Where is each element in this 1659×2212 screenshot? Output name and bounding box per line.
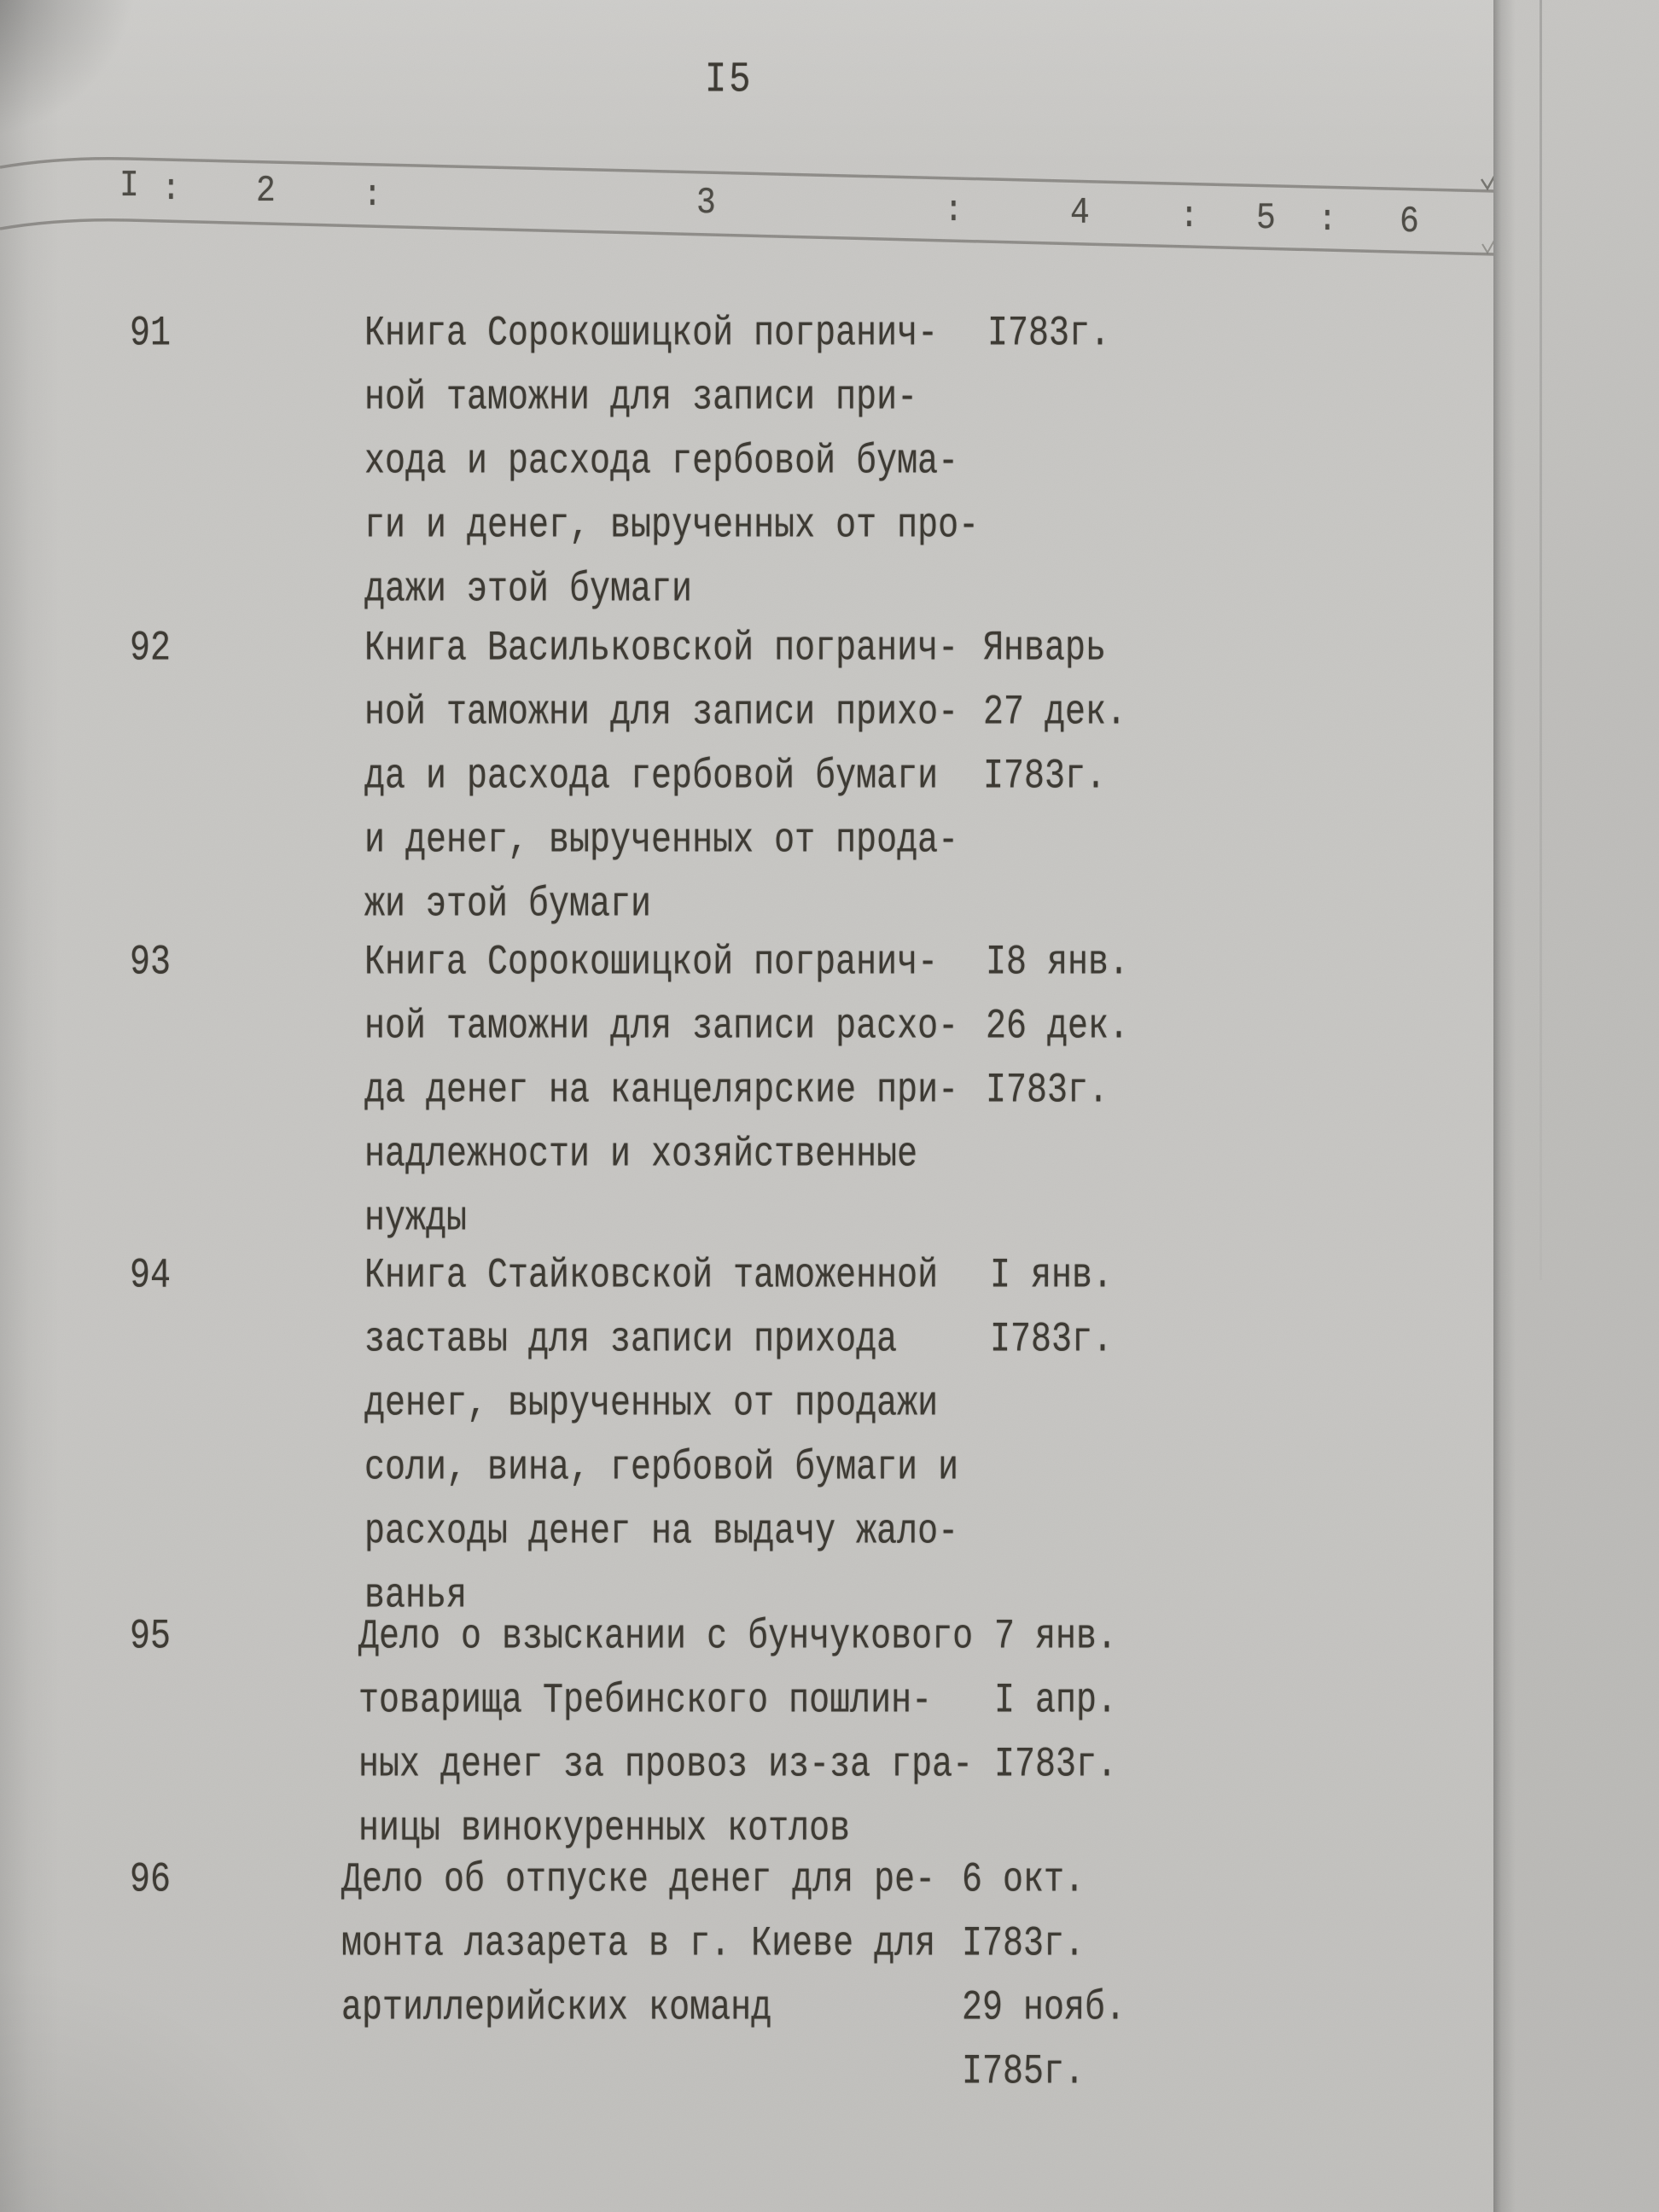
entry-92-description-line: и денег, вырученных от прода-	[364, 818, 959, 865]
entry-96-description-line: Дело об отпуске денег для ре-	[341, 1857, 936, 1905]
entry-93-description-line: ной таможни для записи расхо-	[364, 1004, 959, 1051]
entry-93-description-line: надлежности и хозяйственные	[364, 1132, 918, 1179]
entry-92-description-line: Книга Васильковской погранич-	[364, 626, 959, 673]
entry-95-description-line: ницы винокуренных котлов	[358, 1806, 851, 1854]
entry-95-date-line: I783г.	[994, 1742, 1118, 1790]
entry-number-96: 96	[130, 1857, 172, 1905]
entry-93-date-line: I783г.	[986, 1068, 1109, 1115]
page-edge-backing	[1493, 0, 1659, 2212]
entry-number-94: 94	[130, 1253, 172, 1301]
entry-94-description-line: заставы для записи прихода	[364, 1317, 898, 1365]
column-header-4: 4	[1070, 192, 1090, 235]
entry-96-date-line: I783г.	[962, 1921, 1086, 1969]
entry-95-description-line: товарища Требинского пошлин-	[358, 1678, 933, 1726]
entry-94-date-line: I783г.	[990, 1317, 1114, 1365]
entry-92-date-line: 27 дек.	[983, 690, 1127, 737]
column-separator: :	[1318, 199, 1337, 242]
entry-91-description-line: дажи этой бумаги	[364, 567, 693, 614]
header-rule-top	[0, 159, 1495, 191]
entry-93-description-line: нужды	[364, 1196, 468, 1243]
column-separator: :	[363, 174, 382, 217]
entry-94-description-line: соли, вина, гербовой бумаги и	[364, 1445, 959, 1493]
entry-93-date-line: I8 янв.	[986, 940, 1130, 987]
entry-92-description-line: да и расхода гербовой бумаги	[364, 754, 939, 801]
column-header-6: 6	[1400, 201, 1419, 243]
entry-94-description-line: расходы денег на выдачу жало-	[364, 1509, 959, 1557]
column-separator: :	[944, 189, 963, 232]
entry-92-description-line: ной таможни для записи прихо-	[364, 690, 959, 737]
entry-95-date-line: I апр.	[994, 1678, 1118, 1726]
column-header-2: 2	[256, 170, 276, 212]
entry-91-description-line: ной таможни для записи при-	[364, 375, 918, 422]
column-separator: :	[1179, 195, 1199, 238]
sheet-edge-line	[1540, 0, 1542, 1280]
column-separator: :	[161, 168, 181, 211]
entry-91-date-line: I783г.	[987, 311, 1111, 358]
entry-91-description-line: ги и денег, вырученных от про-	[364, 503, 980, 550]
entry-92-date-line: Январь	[983, 626, 1107, 673]
entry-94-date-line: I янв.	[990, 1253, 1114, 1301]
entry-91-description-line: Книга Сорокошицкой погранич-	[364, 311, 939, 358]
column-header-I: I	[119, 165, 139, 207]
entry-number-92: 92	[130, 626, 172, 673]
entry-96-description-line: монта лазарета в г. Киеве для	[341, 1921, 936, 1969]
header-rule-lines	[0, 0, 1659, 290]
entry-95-description-line: Дело о взыскании с бунчукового	[358, 1614, 974, 1662]
entry-96-date-line: I785г.	[962, 2049, 1086, 2097]
entry-93-description-line: Книга Сорокошицкой погранич-	[364, 940, 939, 987]
entry-95-description-line: ных денег за провоз из-за гра-	[358, 1742, 974, 1790]
entry-96-date-line: 6 окт.	[962, 1857, 1086, 1905]
entry-94-description-line: ванья	[364, 1573, 468, 1621]
page-number: I5	[705, 55, 754, 104]
entry-94-description-line: денег, вырученных от продажи	[364, 1381, 939, 1429]
entry-92-description-line: жи этой бумаги	[364, 882, 652, 929]
entry-93-date-line: 26 дек.	[986, 1004, 1130, 1051]
entry-number-93: 93	[130, 940, 172, 987]
entry-number-95: 95	[130, 1614, 172, 1662]
entry-94-description-line: Книга Стайковской таможенной	[364, 1253, 939, 1301]
entry-91-description-line: хода и расхода гербовой бума-	[364, 439, 959, 486]
entry-96-description-line: артиллерийских команд	[341, 1985, 772, 2033]
entry-96-date-line: 29 нояб.	[962, 1985, 1126, 2033]
entry-93-description-line: да денег на канцелярские при-	[364, 1068, 959, 1115]
column-header-3: 3	[696, 182, 716, 224]
column-header-5: 5	[1256, 197, 1276, 240]
entry-number-91: 91	[130, 311, 172, 358]
entry-95-date-line: 7 янв.	[994, 1614, 1118, 1662]
entry-92-date-line: I783г.	[983, 754, 1107, 801]
